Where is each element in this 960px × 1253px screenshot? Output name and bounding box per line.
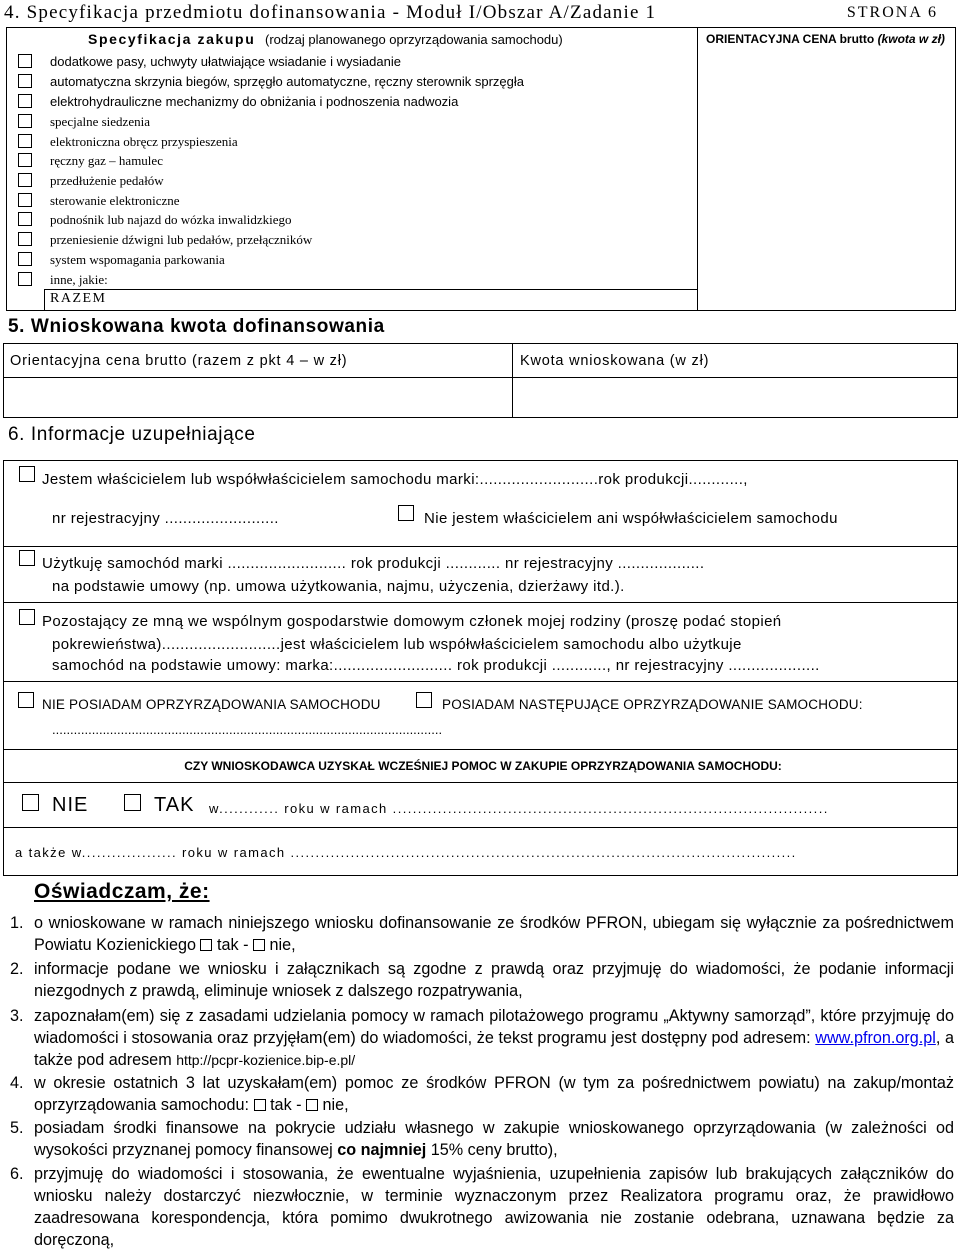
- also-details: a także w................... roku w ramach .....................................................................................................: [15, 845, 797, 860]
- section-6-title: 6. Informacje uzupełniające: [8, 424, 256, 445]
- checkbox[interactable]: [18, 193, 32, 207]
- pfron-only-no-checkbox[interactable]: [253, 939, 265, 951]
- razem-line: [44, 289, 698, 290]
- requested-amount-field[interactable]: [514, 379, 956, 416]
- spec-title: Specyfikacja zakupu: [88, 31, 256, 47]
- spec-header: [88, 31, 563, 47]
- not-owner-checkbox[interactable]: [398, 505, 414, 521]
- page-number: STRONA 6: [846, 4, 938, 21]
- checkbox[interactable]: [18, 94, 32, 108]
- prior-yes-label: TAK: [154, 794, 195, 816]
- spec-subtitle: (rodzaj planowanego oprzyrządowania samochodu): [264, 32, 563, 47]
- equipment-box: [3, 681, 958, 750]
- has-equipment-checkbox[interactable]: [416, 692, 432, 708]
- family-checkbox[interactable]: [19, 609, 35, 625]
- checkbox[interactable]: [18, 232, 32, 246]
- estimated-price-field[interactable]: [5, 379, 510, 416]
- family-line1: Pozostający ze mną we wspólnym gospodarstwie domowym członek mojej rodziny (proszę podać stopień: [42, 613, 782, 630]
- prior-no-checkbox[interactable]: [22, 794, 39, 811]
- pfron-link[interactable]: www.pfron.org.pl: [815, 1029, 936, 1047]
- family-line2: pokrewieństwa)..........................jest właścicielem lub współwłaścicielem samochodu albo użytkuje: [52, 636, 742, 653]
- section-4-title: 4. Specyfikacja przedmiotu dofinansowania - Moduł I/Obszar A/Zadanie 1: [4, 2, 657, 23]
- pcpr-url: http://pcpr-kozienice.bip-e.pl/: [176, 1052, 356, 1068]
- price-header: ORIENTACYJNA CENA brutto (kwota w zł): [706, 32, 945, 46]
- section-5-title: 5. Wnioskowana kwota dofinansowania: [8, 316, 385, 337]
- equipment-dots: ............................................................................................................: [52, 722, 443, 737]
- prior-help-question: CZY WNIOSKODAWCA UZYSKAŁ WCZEŚNIEJ POMOC W ZAKUPIE OPRZYRZĄDOWANIA SAMOCHODU:: [184, 759, 782, 773]
- owner-line1: Jestem właścicielem lub współwłaścicielem samochodu marki:..........................rok produkcji............,: [42, 471, 748, 488]
- requested-amount-label: Kwota wnioskowana (w zł): [520, 353, 710, 369]
- checkbox[interactable]: [18, 134, 32, 148]
- checkbox[interactable]: [18, 212, 32, 226]
- total-label: RAZEM: [50, 291, 107, 306]
- also-line: [3, 827, 958, 828]
- prior-no-label: NIE: [52, 794, 89, 816]
- no-equipment-text: NIE POSIADAM OPRZYRZĄDOWANIA SAMOCHODU: [42, 697, 381, 712]
- checkbox[interactable]: [18, 153, 32, 167]
- pfron-only-yes-checkbox[interactable]: [200, 939, 212, 951]
- checkbox[interactable]: [18, 54, 32, 68]
- page-header: [4, 2, 956, 24]
- checkbox[interactable]: [18, 74, 32, 88]
- owner-checkbox[interactable]: [19, 466, 35, 482]
- user-line2: na podstawie umowy (np. umowa użytkowania, najmu, użyczenia, dzierżawy itd.).: [52, 578, 625, 595]
- question-line: [3, 782, 958, 783]
- spec-divider: [697, 27, 698, 311]
- prior-yes-checkbox[interactable]: [124, 794, 141, 811]
- declaration-title: Oświadczam, że:: [34, 880, 210, 903]
- checkbox[interactable]: [18, 114, 32, 128]
- checkbox[interactable]: [18, 252, 32, 266]
- user-line1: Użytkuję samochód marki .......................... rok produkcji ............ nr rejestracyjny ...................: [42, 555, 705, 572]
- user-checkbox[interactable]: [19, 550, 35, 566]
- not-owner-text: Nie jestem właścicielem ani współwłaścicielem samochodu: [424, 510, 838, 527]
- prior-yes-details: w............ roku w ramach .......................................................................................: [209, 801, 829, 816]
- family-line3: samochód na podstawie umowy: marka:.......................... rok produkcji ............, nr rejestracyjny ....................: [52, 657, 820, 674]
- checkbox[interactable]: [18, 173, 32, 187]
- prior-pfron-no-checkbox[interactable]: [306, 1099, 318, 1111]
- checkbox[interactable]: [18, 272, 32, 286]
- no-equipment-checkbox[interactable]: [18, 692, 34, 708]
- owner-registration: nr rejestracyjny .........................: [52, 510, 279, 527]
- has-equipment-text: POSIADAM NASTĘPUJĄCE OPRZYRZĄDOWANIE SAMOCHODU:: [442, 697, 863, 712]
- prior-pfron-yes-checkbox[interactable]: [254, 1099, 266, 1111]
- estimated-price-label: Orientacyjna cena brutto (razem z pkt 4 – w zł): [10, 353, 348, 369]
- razem-left-line: [44, 289, 45, 311]
